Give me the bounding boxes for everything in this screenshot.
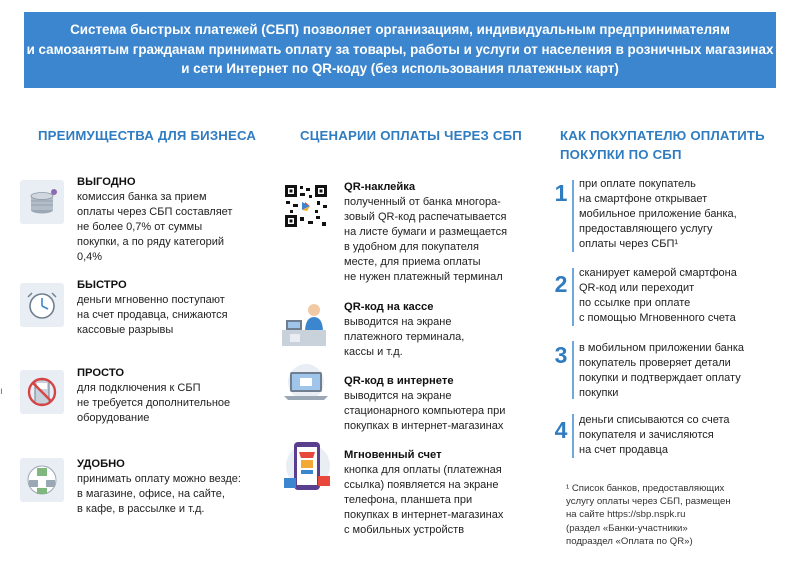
benefit-text: в магазине, офисе, на сайте, xyxy=(77,488,225,500)
banner-line: и сети Интернет по QR-коду (без использования платежных карт) xyxy=(181,61,619,76)
step-number: 3 xyxy=(554,342,568,368)
benefit-item xyxy=(77,366,230,426)
footnote-text: ¹ Список банков, предоставляющих xyxy=(566,483,725,494)
scenario-head: QR-код в интернете xyxy=(344,375,454,387)
benefits-title: ПРЕИМУЩЕСТВА ДЛЯ БИЗНЕСА xyxy=(38,128,257,143)
step-number: 2 xyxy=(554,271,568,297)
scenario-item xyxy=(344,180,507,285)
scenario-text: ссылка) появляется на экране xyxy=(344,479,499,491)
scenario-head: QR-наклейка xyxy=(344,181,416,193)
benefit-head: БЫСТРО xyxy=(77,279,127,291)
benefit-text: в кафе, в рассылке и т.д. xyxy=(77,503,205,515)
step-text: QR-код или переходит xyxy=(579,282,695,294)
phone-shop-icon xyxy=(280,438,334,496)
scenario-text: телефона, планшета при xyxy=(344,494,473,506)
step-number: 1 xyxy=(554,180,568,206)
step-text: покупатель проверяет детали xyxy=(579,357,731,369)
benefit-head: ВЫГОДНО xyxy=(77,176,136,188)
benefit-head: УДОБНО xyxy=(77,458,125,470)
channels-icon xyxy=(20,458,64,502)
scenario-head: QR-код на кассе xyxy=(344,301,434,313)
scenario-text: кнопка для оплаты (платежная xyxy=(344,464,502,476)
benefit-text: не более 0,7% от суммы xyxy=(77,221,203,233)
step-text: сканирует камерой смартфона xyxy=(579,267,737,279)
benefit-text: оплаты через СБП составляет xyxy=(77,206,233,218)
scenarios-title: СЦЕНАРИИ ОПЛАТЫ ЧЕРЕЗ СБП xyxy=(300,128,522,143)
scenario-item xyxy=(344,448,503,538)
benefit-text: покупки, а по ряду категорий xyxy=(77,236,225,248)
step-text: покупателя и зачисляются xyxy=(579,429,714,441)
benefit-text: комиссия банка за прием xyxy=(77,191,207,203)
benefit-text: принимать оплату можно везде: xyxy=(77,473,241,485)
scenario-text: на листе бумаги и размещается xyxy=(344,226,508,238)
scenario-text: полученный от банка многора- xyxy=(344,196,501,208)
step-text: в мобильном приложении банка xyxy=(579,342,745,354)
scenario-text: платежного терминала, xyxy=(344,331,465,343)
benefit-item xyxy=(77,278,228,338)
step-text: покупки xyxy=(579,387,619,399)
benefit-text: кассовые разрывы xyxy=(77,324,174,336)
step-text: с помощью Мгновенного счета xyxy=(579,312,736,324)
step-text: при оплате покупатель xyxy=(579,178,696,190)
scenario-text: выводится на экране xyxy=(344,390,452,402)
step-divider xyxy=(572,268,574,326)
scenario-text: стационарного компьютера при xyxy=(344,405,506,417)
benefit-text: 0,4% xyxy=(77,251,103,263)
scenario-text: месте, для приема оплаты xyxy=(344,256,481,268)
clock-icon xyxy=(20,283,64,327)
step-text: деньги списываются со счета xyxy=(579,414,730,426)
scenario-item xyxy=(344,300,464,360)
step-divider xyxy=(572,180,574,252)
step-item xyxy=(579,177,737,252)
benefit-text: на счет продавца, снижаются xyxy=(77,309,228,321)
footnote-text: подраздел «Оплата по QR») xyxy=(566,535,693,547)
qr-code-icon xyxy=(283,183,329,229)
step-item xyxy=(579,341,744,401)
benefit-item xyxy=(77,175,232,265)
step-item xyxy=(579,413,730,458)
step-item xyxy=(579,266,737,326)
scenario-text: в удобном для покупателя xyxy=(344,241,479,253)
scenario-item xyxy=(344,374,505,434)
benefit-text: для подключения к СБП xyxy=(77,382,201,394)
step-text: предоставляющего услугу xyxy=(579,223,713,235)
banner-line: и самозанятым гражданам принимать оплату за товары, работы и услуги от населения в розничных магазинах xyxy=(26,41,774,57)
step-text: оплаты через СБП¹ xyxy=(579,238,679,250)
scenario-text: не нужен платежный терминал xyxy=(344,271,503,283)
benefit-head: ПРОСТО xyxy=(77,367,125,379)
scenario-text: зовый QR-код распечатывается xyxy=(344,211,507,223)
no-terminal-icon xyxy=(20,370,64,414)
header-banner xyxy=(24,12,776,88)
step-text: на смартфоне открывает xyxy=(579,193,708,205)
coins-icon xyxy=(20,180,64,224)
scenario-text: покупках в интернет-магазинах xyxy=(344,420,504,432)
footnote-link[interactable]: на сайте https://sbp.nspk.ru xyxy=(566,509,686,521)
step-divider xyxy=(572,414,574,458)
scenario-text: с мобильных устройств xyxy=(344,524,465,536)
step-text: по ссылке при оплате xyxy=(579,297,691,309)
footnote-text: (раздел «Банки-участники» xyxy=(566,522,688,534)
step-number: 4 xyxy=(554,417,568,443)
howto-title: КАК ПОКУПАТЕЛЮ ОПЛАТИТЬ ПОКУПКИ ПО СБП xyxy=(560,128,765,162)
step-text: мобильное приложение банка, xyxy=(579,208,737,220)
banner-line: Система быстрых платежей (СБП) позволяет организациям, индивидуальным предпринимателям xyxy=(70,22,730,37)
scenario-text: выводится на экране xyxy=(344,316,452,328)
laptop-icon xyxy=(280,362,332,408)
footnote xyxy=(566,482,731,548)
step-text: на счет продавца xyxy=(579,444,668,456)
step-text: покупки и подтверждает оплату xyxy=(579,372,741,384)
benefit-item xyxy=(77,457,241,517)
benefit-text: не требуется дополнительное xyxy=(77,397,231,409)
footnote-text: услугу оплаты через СБП, размещен xyxy=(566,496,731,508)
benefit-text: оборудование xyxy=(77,412,150,424)
cashier-icon xyxy=(280,300,332,350)
benefit-text: деньги мгновенно поступают xyxy=(77,294,225,306)
edge-mark: ı xyxy=(0,386,3,397)
scenario-head: Мгновенный счет xyxy=(344,449,442,461)
scenario-text: покупках в интернет-магазинах xyxy=(344,509,504,521)
step-divider xyxy=(572,341,574,399)
scenario-text: кассы и т.д. xyxy=(344,346,403,358)
